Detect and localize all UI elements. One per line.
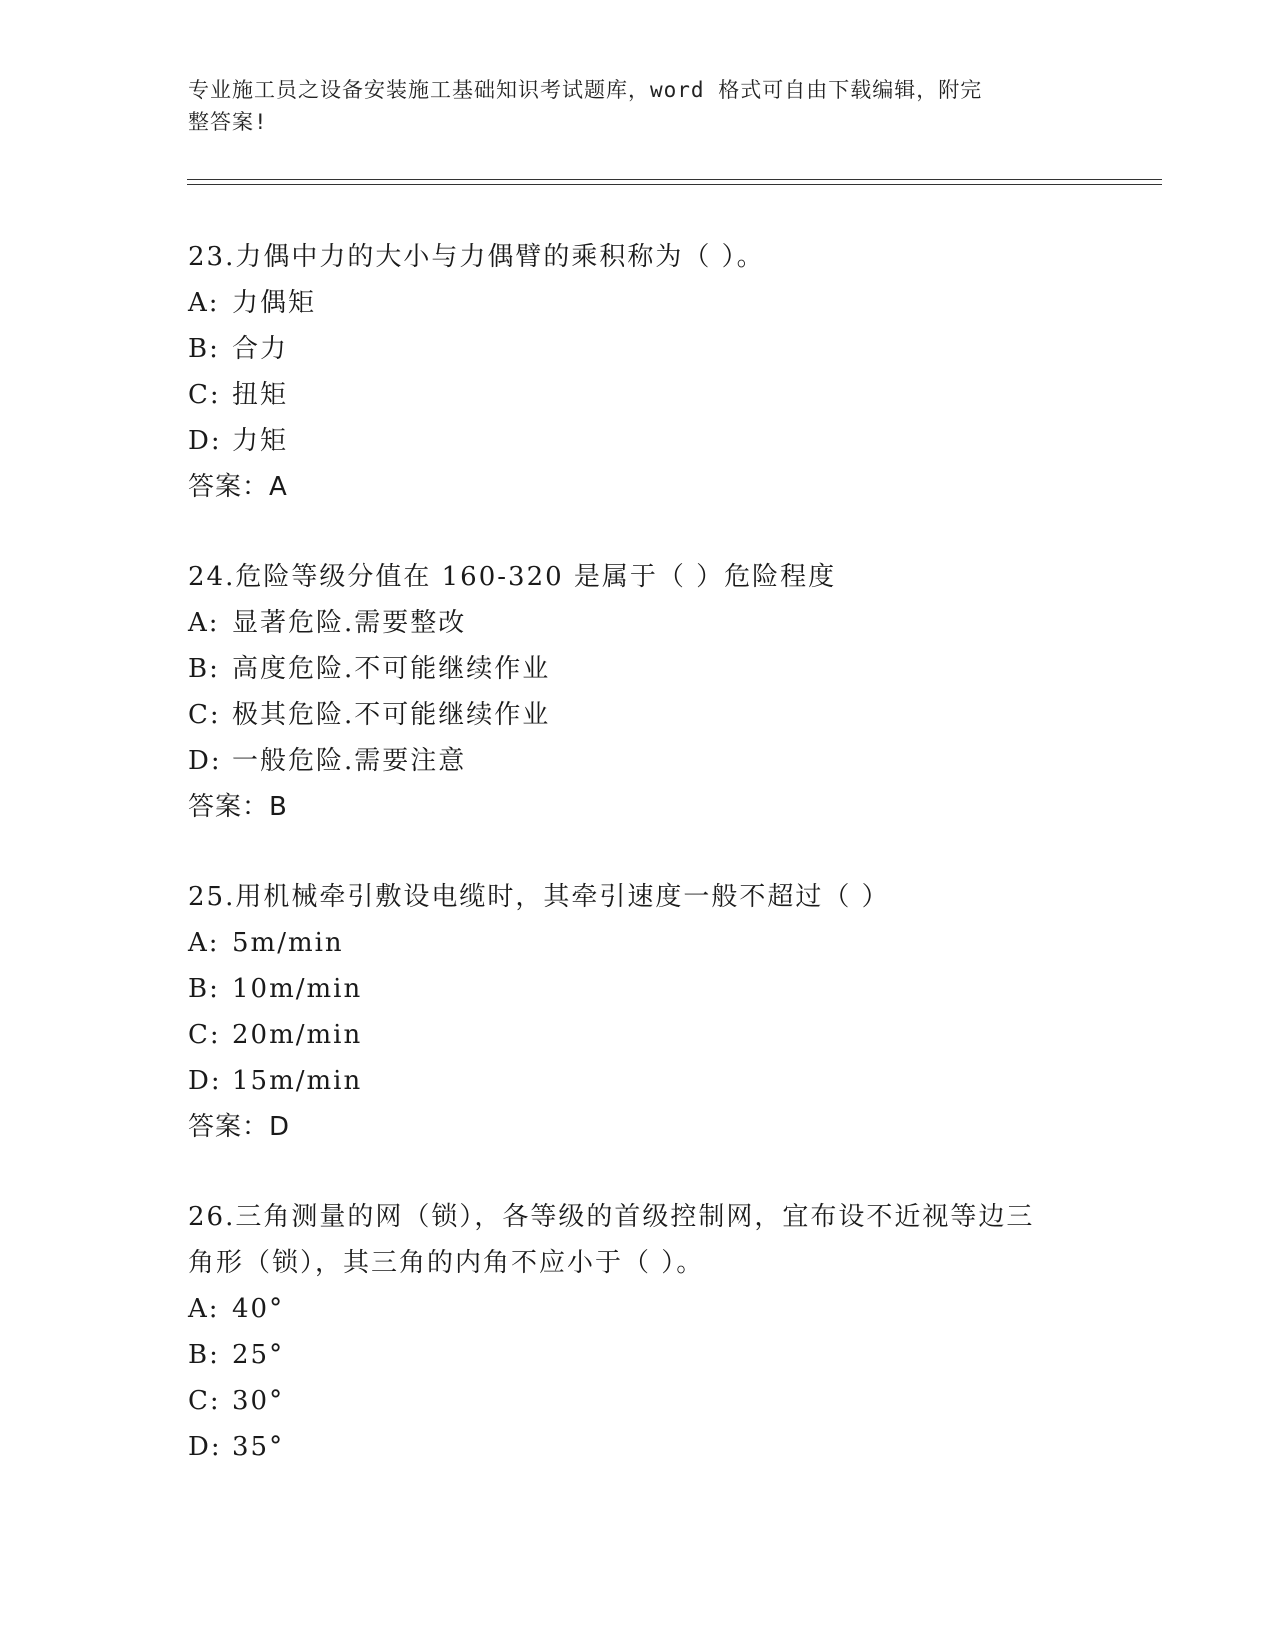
question-25	[188, 874, 1088, 1150]
question-stem: 23.力偶中力的大小与力偶臂的乘积称为（ ）。	[188, 242, 765, 272]
option-text: 35°	[232, 1432, 285, 1462]
question-stem-line-1: 26.三角测量的网（锁），各等级的首级控制网，宜布设不近视等边三	[188, 1202, 1035, 1232]
question-stem-line-2: 角形（锁），其三角的内角不应小于（ ）。	[188, 1248, 705, 1278]
option-a	[188, 600, 1088, 646]
option-text: 显著危险.需要整改	[232, 608, 467, 638]
option-text: 极其危险.不可能继续作业	[232, 700, 551, 730]
header-line-1: 专业施工员之设备安装施工基础知识考试题库，word 格式可自由下载编辑，附完	[188, 78, 983, 102]
option-key: D:	[188, 1432, 222, 1462]
option-d	[188, 738, 1088, 784]
option-key: A:	[188, 1294, 220, 1324]
option-key: D:	[188, 1066, 222, 1096]
option-b	[188, 326, 1088, 372]
option-key: C:	[188, 380, 221, 410]
option-d	[188, 1058, 1088, 1104]
answer-line: 答案：B	[188, 792, 288, 822]
option-key: C:	[188, 1386, 221, 1416]
question-24	[188, 554, 1088, 830]
option-text: 40°	[232, 1294, 285, 1324]
option-text: 合力	[232, 334, 289, 364]
option-text: 20m/min	[232, 1020, 363, 1050]
question-23	[188, 234, 1088, 510]
option-b	[188, 1332, 1088, 1378]
question-26	[188, 1194, 1088, 1470]
option-text: 力矩	[232, 426, 289, 456]
option-key: A:	[188, 928, 220, 958]
option-text: 15m/min	[232, 1066, 363, 1096]
answer-line: 答案：A	[188, 472, 288, 502]
option-text: 5m/min	[232, 928, 344, 958]
option-c	[188, 1012, 1088, 1058]
option-text: 25°	[232, 1340, 285, 1370]
option-text: 30°	[232, 1386, 285, 1416]
document-header	[188, 74, 1068, 138]
answer-line: 答案：D	[188, 1112, 291, 1142]
option-a	[188, 920, 1088, 966]
header-divider-top	[187, 179, 1162, 180]
option-b	[188, 966, 1088, 1012]
option-key: D:	[188, 426, 222, 456]
option-text: 高度危险.不可能继续作业	[232, 654, 551, 684]
option-key: C:	[188, 1020, 221, 1050]
header-line-2: 整答案!	[188, 110, 268, 134]
option-text: 力偶矩	[232, 288, 317, 318]
option-d	[188, 418, 1088, 464]
option-c	[188, 692, 1088, 738]
option-key: B:	[188, 974, 220, 1004]
question-stem: 24.危险等级分值在 160-320 是属于（ ）危险程度	[188, 562, 837, 592]
option-key: B:	[188, 1340, 220, 1370]
option-c	[188, 1378, 1088, 1424]
option-text: 一般危险.需要注意	[232, 746, 467, 776]
question-stem: 25.用机械牵引敷设电缆时，其牵引速度一般不超过（ ）	[188, 882, 890, 912]
option-key: A:	[188, 288, 220, 318]
option-text: 10m/min	[232, 974, 363, 1004]
option-key: D:	[188, 746, 222, 776]
option-a	[188, 1286, 1088, 1332]
option-text: 扭矩	[232, 380, 289, 410]
option-a	[188, 280, 1088, 326]
header-divider-bottom	[187, 184, 1162, 185]
option-key: A:	[188, 608, 220, 638]
option-c	[188, 372, 1088, 418]
option-key: C:	[188, 700, 221, 730]
option-key: B:	[188, 334, 220, 364]
option-key: B:	[188, 654, 220, 684]
option-d	[188, 1424, 1088, 1470]
option-b	[188, 646, 1088, 692]
